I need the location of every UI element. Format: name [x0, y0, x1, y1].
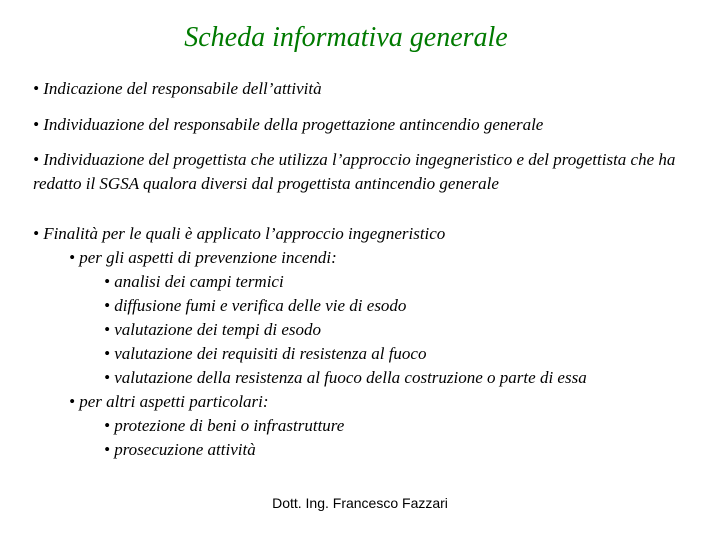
bullet-responsabile-progettazione: • Individuazione del responsabile della progettazione antincendio generale	[33, 115, 544, 134]
bullet-responsabile-attivita: • Indicazione del responsabile dell’attività	[33, 79, 322, 98]
bullet-progettista: • Individuazione del progettista che utilizza l’approccio ingegneristico e del progettista che ha redatto il SGSA qualora diversi dal progettista antincendio generale	[33, 150, 676, 193]
sub-sub-bullet-diffusione-fumi: • diffusione fumi e verifica delle vie di esodo	[104, 296, 407, 315]
sub-sub-bullet-protezione-beni: • protezione di beni o infrastrutture	[104, 416, 345, 435]
bullet-finalita: • Finalità per le quali è applicato l’approccio ingegneristico	[33, 224, 446, 243]
sub-bullet-aspetti-prevenzione: • per gli aspetti di prevenzione incendi:	[69, 248, 337, 267]
footer-author: Dott. Ing. Francesco Fazzari	[272, 495, 448, 511]
sub-sub-bullet-resistenza-costruzione: • valutazione della resistenza al fuoco della costruzione o parte di essa	[104, 368, 587, 387]
sub-sub-bullet-tempi-esodo: • valutazione dei tempi di esodo	[104, 320, 321, 339]
sub-sub-bullet-prosecuzione-attivita: • prosecuzione attività	[104, 440, 256, 459]
sub-bullet-altri-aspetti: • per altri aspetti particolari:	[69, 392, 269, 411]
slide-title: Scheda informativa generale	[184, 22, 508, 53]
sub-sub-bullet-requisiti-resistenza: • valutazione dei requisiti di resistenza al fuoco	[104, 344, 427, 363]
sub-sub-bullet-analisi-campi: • analisi dei campi termici	[104, 272, 284, 291]
